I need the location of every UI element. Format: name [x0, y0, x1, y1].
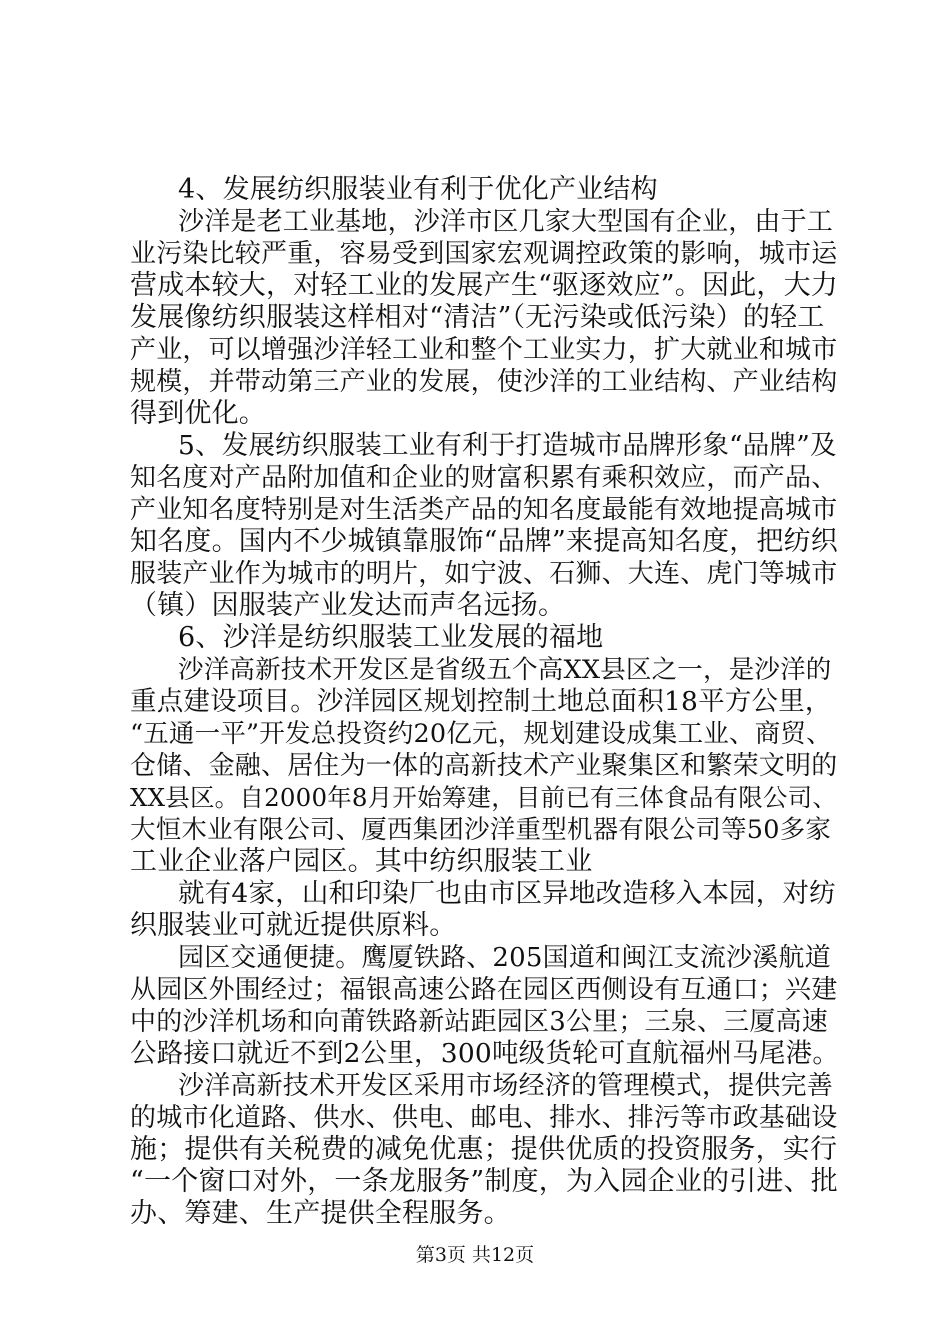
paragraph-line: 知名度。国内不少城镇靠服饰“品牌”来提高知名度，把纺织	[130, 526, 839, 557]
paragraph-line: 服装产业作为城市的明片，如宁波、石狮、大连、虎门等城市	[130, 559, 838, 589]
paragraph-line: 中的沙洋机场和向莆铁路新站距园区3公里；三泉、三厦高速	[130, 1007, 828, 1037]
page-number-footer: 第3页 共12页	[415, 1244, 535, 1266]
paragraph-line: 营成本较大，对轻工业的发展产生“驱逐效应”。因此，大力	[130, 270, 839, 301]
paragraph-line: 产业知名度特别是对生活类产品的知名度最能有效地提高城市	[130, 495, 838, 525]
paragraph-line: 沙洋是老工业基地，沙洋市区几家大型国有企业，由于工	[178, 207, 834, 237]
paragraph-line: 织服装业可就近提供原料。	[130, 910, 457, 941]
paragraph-line: 就有4家，山和印染厂也由市区异地改造移入本园，对纺	[178, 878, 836, 909]
paragraph-line: 仓储、金融、居住为一体的高新技术产业聚集区和繁荣文明的	[130, 751, 838, 781]
paragraph-line: 规模，并带动第三产业的发展，使沙洋的工业结构、产业结构	[130, 367, 838, 397]
paragraph-line: 施；提供有关税费的减免优惠；提供优质的投资服务，实行	[130, 1134, 838, 1165]
paragraph-line: 从园区外围经过；福银高速公路在园区西侧设有互通口；兴建	[130, 975, 838, 1005]
paragraph-line: 沙洋高新技术开发区采用市场经济的管理模式，提供完善	[178, 1071, 834, 1101]
paragraph-line: 知名度对产品附加值和企业的财富积累有乘积效应，而产品、	[130, 463, 838, 493]
paragraph-line: 办、筹建、生产提供全程服务。	[130, 1198, 511, 1229]
paragraph-line: 重点建设项目。沙洋园区规划控制土地总面积18平方公里，	[130, 686, 832, 717]
paragraph-line: 得到优化。	[130, 398, 266, 429]
paragraph-line: 产业，可以增强沙洋轻工业和整个工业实力，扩大就业和城市	[130, 335, 838, 365]
paragraph-line: 工业企业落户园区。其中纺织服装工业	[130, 846, 593, 877]
heading-4: 4、发展纺织服装业有利于优化产业结构	[178, 174, 658, 205]
heading-5: 5、发展纺织服装工业有利于打造城市品牌形象“品牌”及	[178, 430, 837, 461]
paragraph-line: 公路接口就近不到2公里，300吨级货轮可直航福州马尾港。	[130, 1038, 840, 1069]
paragraph-line: “一个窗口对外，一条龙服务”制度，为入园企业的引进、批	[130, 1166, 839, 1197]
heading-6: 6、沙洋是纺织服装工业发展的福地	[178, 622, 604, 653]
paragraph-line: 园区交通便捷。鹰厦铁路、205国道和闽江支流沙溪航道	[178, 943, 831, 973]
paragraph-line: 发展像纺织服装这样相对“清洁”（无污染或低污染）的轻工	[130, 302, 825, 333]
paragraph-line: 沙洋高新技术开发区是省级五个高XX县区之一，是沙洋的	[178, 655, 832, 685]
paragraph-line: 的城市化道路、供水、供电、邮电、排水、排污等市政基础设	[130, 1103, 838, 1133]
paragraph-line: XX县区。自2000年8月开始筹建，目前已有三体食品有限公司、	[130, 783, 838, 812]
paragraph-line: “五通一平”开发总投资约20亿元，规划建设成集工业、商贸、	[130, 719, 832, 749]
paragraph-line: （镇）因服装产业发达而声名远扬。	[130, 590, 566, 621]
paragraph-line: 大恒木业有限公司、厦西集团沙洋重型机器有限公司等50多家	[130, 815, 832, 845]
paragraph-line: 业污染比较严重，容易受到国家宏观调控政策的影响，城市运	[130, 239, 838, 269]
